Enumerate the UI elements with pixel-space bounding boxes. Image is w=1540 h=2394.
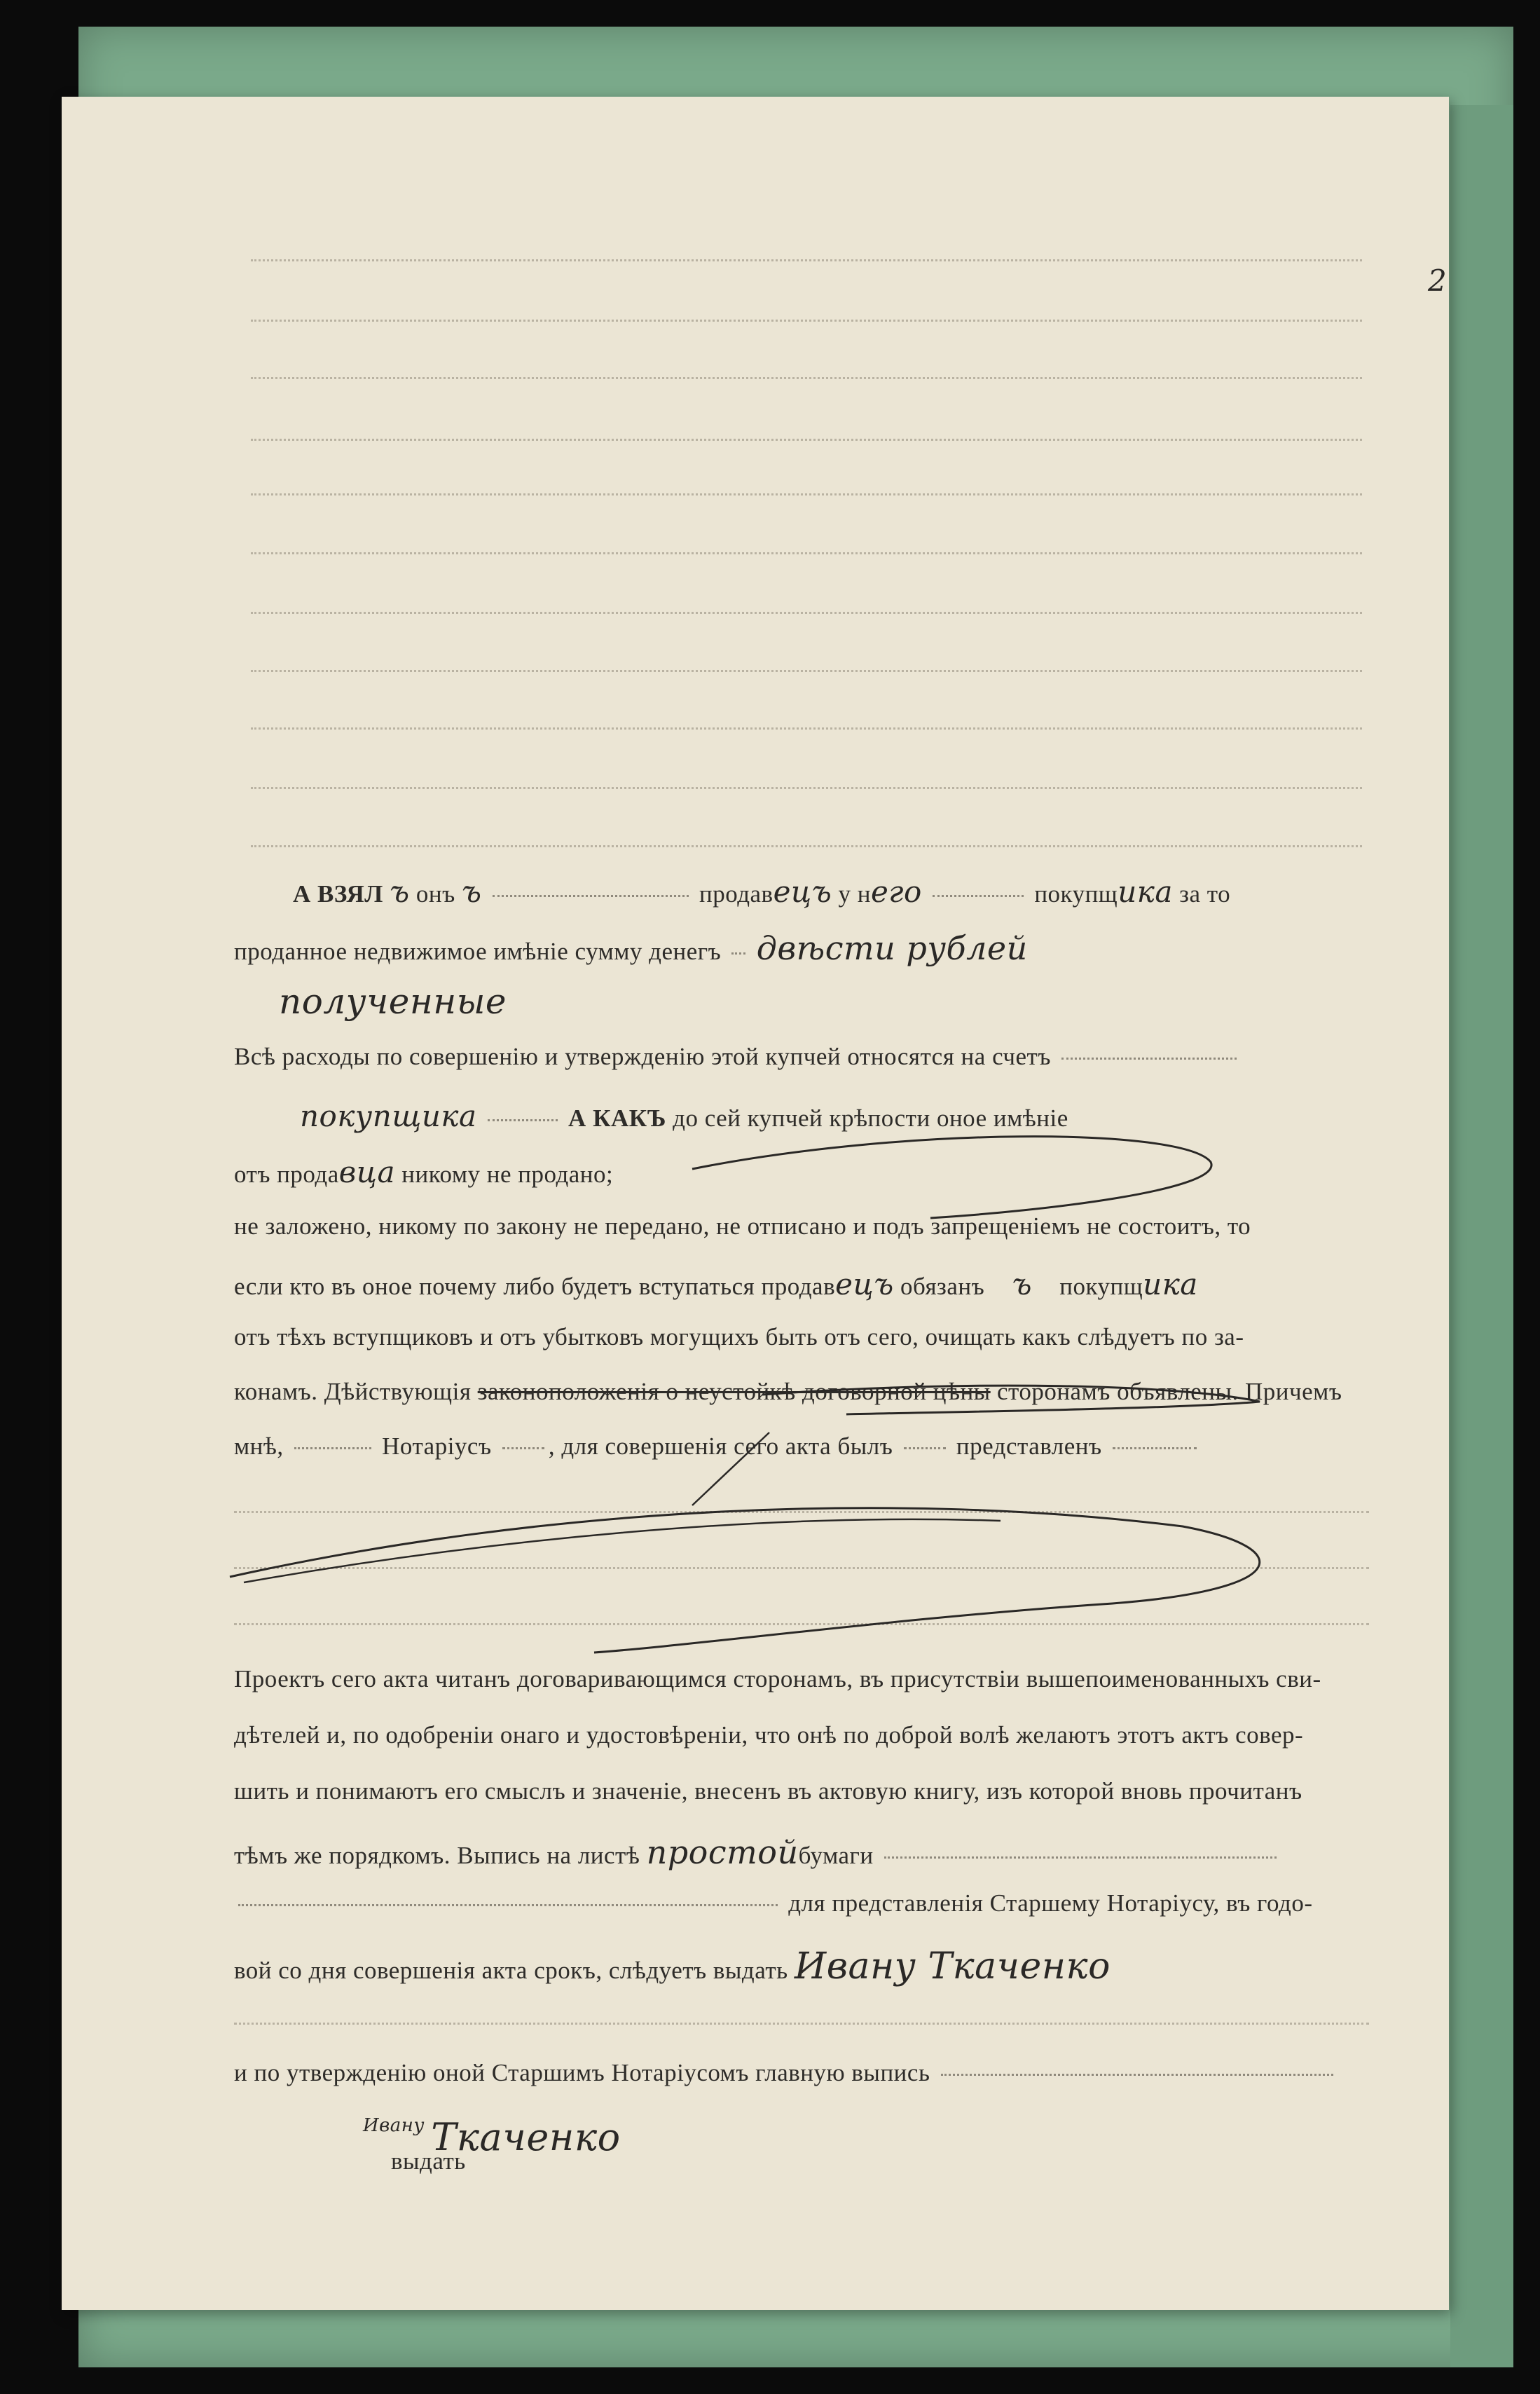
handwritten-ending: ъ [390,875,410,909]
page-number: 2 [1428,264,1447,298]
act-text: , для совершенія сего акта былъ [548,1432,893,1460]
form-line-11 [234,1432,1369,1461]
blank-guide-line [251,493,1362,495]
witnesses-text: дѣтелей и, по одобреніи онаго и удостовѣреніи, что онѣ по доброй волѣ желаютъ этотъ актъ совер- [234,1721,1304,1749]
form-line-5 [300,1099,1435,1133]
fill-dots [493,895,689,897]
issue-to-text: вой со дня совершенія акта срокъ, слѣдуетъ выдать [234,1957,788,1984]
blank-guide-line [234,1567,1369,1569]
form-line-10 [234,1378,1369,1406]
extract-text: тѣмъ же порядкомъ. Выпись на листѣ [234,1842,640,1869]
notarius-label: Нотаріусъ [382,1432,492,1460]
handwritten-ending: его [870,875,922,909]
handwritten-surname: Ткаченко [431,2115,621,2159]
fill-dots [941,2074,1333,2076]
not-sold-text: никому не продано; [401,1161,614,1188]
form-line-13 [234,1721,1369,1749]
blank-guide-line [234,1511,1369,1513]
document-page [62,97,1449,2310]
fill-dots [904,1447,946,1449]
laws-text: конамъ. Дѣйствующія [234,1378,472,1405]
fill-dots [933,895,1024,897]
fill-dots [884,1856,1277,1859]
form-line-4 [234,1043,1369,1071]
fill-dots [731,952,745,955]
ot-proda-label: отъ прода [234,1161,339,1188]
project-read-text: Проектъ сего акта читанъ договаривающимся сторонамъ, въ присутствіи вышепоименованныхъ сви- [234,1665,1321,1692]
blank-guide-line [251,845,1362,847]
mne-label: мнѣ, [234,1432,284,1460]
form-line-16 [234,1889,1369,1917]
form-line-3 [279,981,1414,1022]
blank-guide-line [251,787,1362,789]
fill-dots [502,1447,544,1449]
fill-dots [488,1119,558,1121]
struck-text: законоположенія о неустойкѣ договорной цѣны [477,1378,991,1405]
form-line-18 [234,2059,1369,2087]
handwritten-ending: ецъ [773,875,832,909]
fill-dots [238,1904,778,1906]
seller-obliged-text: если кто въ оное почему либо будетъ вступаться продав [234,1273,836,1300]
vydat-label: выдать [391,2147,466,2175]
handwritten-paper-type: простой [646,1833,799,1871]
form-line-7 [234,1212,1369,1240]
predstavlen-label: представленъ [956,1432,1102,1460]
handwritten-buyer: покупщика [300,1099,477,1133]
handwritten-ending: ъ [461,875,482,909]
blank-guide-line [251,377,1362,379]
prodav-label: продав [699,880,774,908]
form-line-19 [363,2115,1498,2159]
form-line-9 [234,1323,1369,1351]
pokupshch-label: покупщ [1059,1273,1143,1300]
blank-guide-line [234,1623,1369,1625]
blank-guide-line [251,439,1362,441]
on-label: онъ [415,880,455,908]
main-extract-text: и по утвержденію оной Старшимъ Нотаріусомъ главную выпись [234,2059,930,2086]
blank-guide-line [251,259,1362,261]
sum-label: проданное недвижимое имѣніе сумму денегъ [234,938,722,965]
pokupshch-label: покупщ [1034,880,1118,908]
handwritten-ending: ецъ [835,1267,894,1301]
form-line-15 [234,1833,1369,1871]
fill-dots [294,1447,371,1449]
handwritten-ending: ика [1143,1267,1198,1301]
handwritten-sum: двѣсти рублей [756,929,1028,967]
bumagi-label: бумаги [798,1842,874,1869]
form-line-6 [234,1155,1369,1189]
handwritten-ending: вца [338,1155,396,1189]
fill-dots [1113,1447,1197,1449]
obyazan-label: обязанъ [900,1273,985,1300]
form-line-8 [234,1267,1369,1301]
a-vzyal-label: А ВЗЯЛ [293,880,383,908]
blank-guide-line [251,612,1362,614]
expenses-text: Всѣ расходы по совершенію и утвержденію этой купчей относятся на счетъ [234,1043,1051,1070]
blank-guide-line [251,670,1362,672]
handwritten-first-name: Ивану [363,2115,425,2136]
handwritten-ending: ика [1118,875,1173,909]
a-kak-label: А КАКЪ [568,1104,666,1132]
u-n-label: у н [838,880,871,908]
announced-text: сторонамъ объявлены. Причемъ [996,1378,1342,1405]
blank-guide-line [251,552,1362,554]
senior-notary-text: для представленія Старшему Нотаріусу, въ годо- [788,1889,1313,1917]
za-to-label: за то [1179,880,1231,908]
handwritten-received: полученные [279,981,507,1022]
form-line-12 [234,1665,1369,1693]
form-line-2 [234,929,1369,967]
vydat-line [391,2118,531,2175]
act-book-text: шить и понимаютъ его смыслъ и значеніе, внесенъ въ актовую книгу, изъ которой вновь прочитанъ [234,1777,1302,1805]
folder-edge [1450,105,1513,2367]
form-line-17 [234,1945,1369,1988]
blank-guide-line [234,2023,1369,2025]
handwritten-recipient: Ивану Ткаченко [794,1945,1111,1988]
claimants-text: отъ тѣхъ вступщиковъ и отъ убытковъ могущихъ быть отъ сего, очищать какъ слѣдуетъ по за- [234,1323,1244,1350]
form-line-1 [293,875,1372,909]
blank-guide-line [251,320,1362,322]
blank-guide-line [251,727,1362,730]
fill-dots [1061,1058,1237,1060]
deed-text: до сей купчей крѣпости оное имѣніе [673,1104,1068,1132]
form-line-14 [234,1777,1369,1805]
handwritten-ending: ъ [1012,1267,1032,1301]
not-pledged-text: не заложено, никому по закону не передано, не отписано и подъ запрещеніемъ не состоитъ, то [234,1212,1251,1240]
